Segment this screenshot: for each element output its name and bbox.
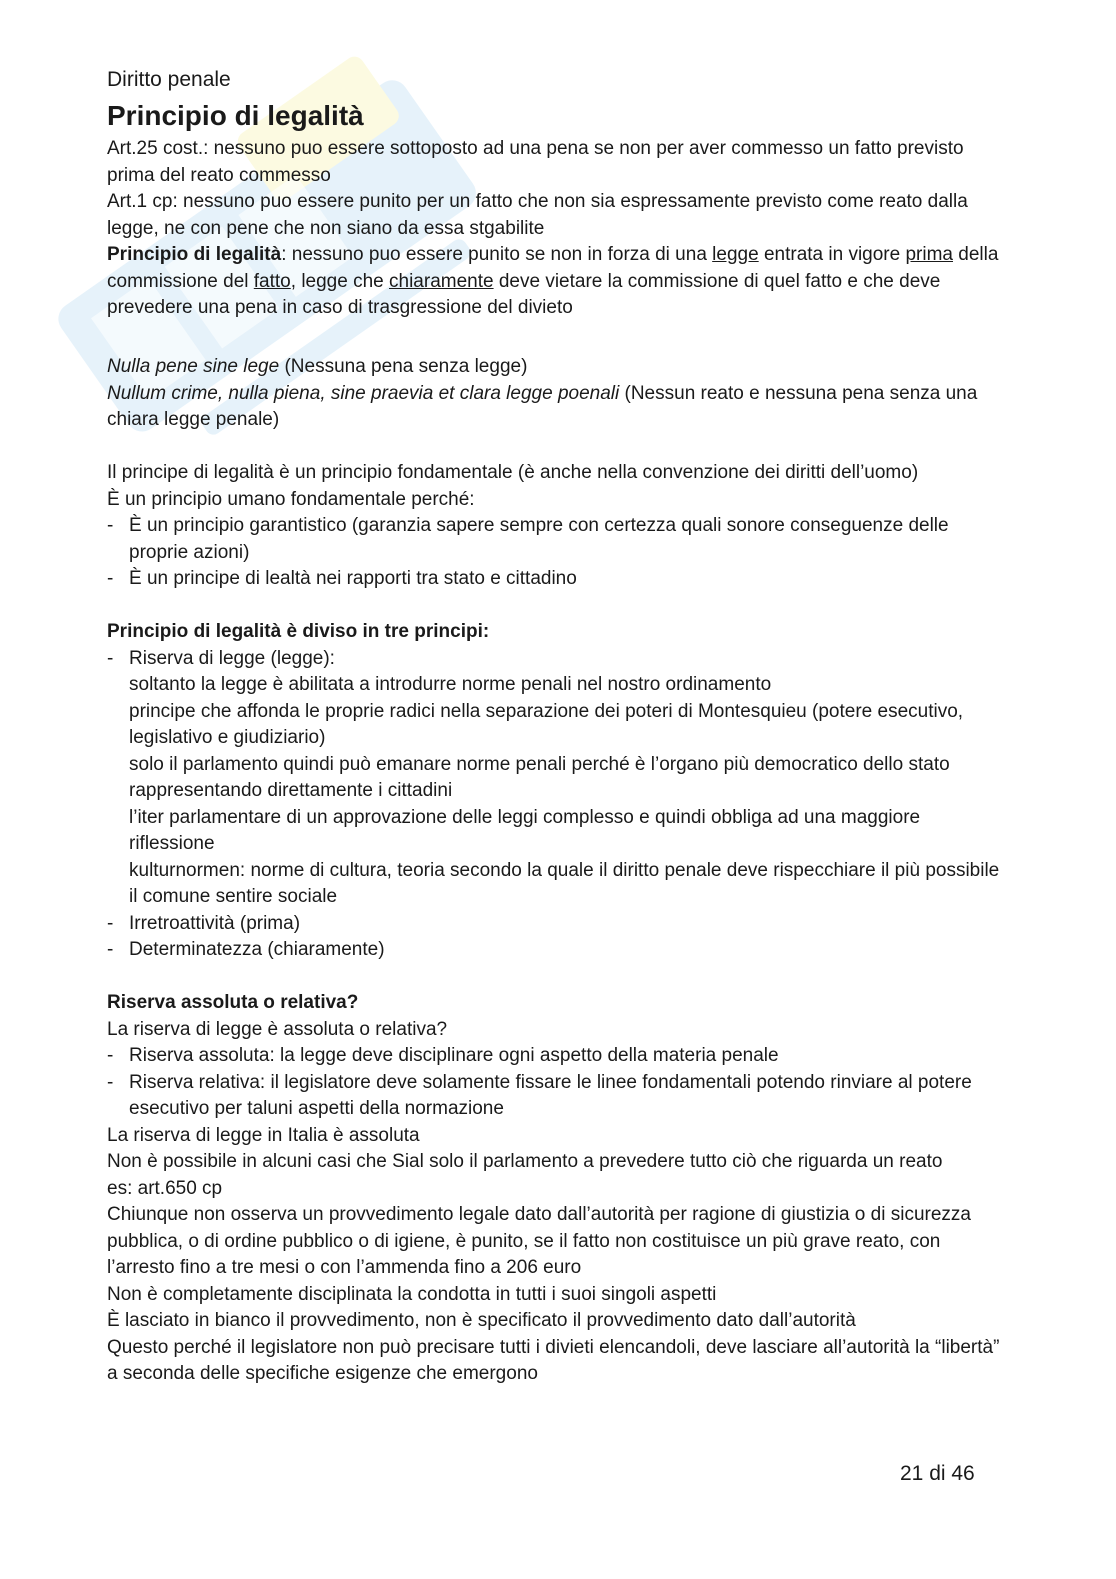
latin-maxim-2: Nullum crime, nulla piena, sine praevia et clara legge poenali (Nessun reato e nessuna pena senza una chiara legge penale): [107, 382, 978, 430]
art25-paragraph: Art.25 cost.: nessuno puo essere sottoposto ad una pena se non per aver commesso un fatto previsto prima del reato commesso: [107, 138, 964, 186]
list-item: - Riserva di legge (legge):: [107, 646, 1007, 673]
page-title: Principio di legalità: [107, 100, 364, 131]
list-item: - Riserva relativa: il legislatore deve solamente fissare le linee fondamentali potendo rinviare al potere esecutivo per taluni aspetti della normazione: [107, 1070, 1007, 1123]
list-subline: l’iter parlamentare di un approvazione delle leggi complesso e quindi obbliga ad una maggiore riflessione: [129, 806, 921, 854]
section-question: La riserva di legge è assoluta o relativa?: [107, 1018, 448, 1040]
list-item: - Riserva assoluta: la legge deve disciplinare ogni aspetto della materia penale: [107, 1043, 1007, 1070]
paragraph: Chiunque non osserva un provvedimento legale dato dall’autorità per ragione di giustizia o di sicurezza pubblica, o di ordine pubblico o di igiene, è punito, se il fatto non costituisce un più grave reato, con l’arresto fino a tre mesi o con l’ammenda fino a 206 euro: [107, 1204, 971, 1278]
page-header: Diritto penale: [107, 68, 231, 91]
document-page: [107, 66, 1007, 1388]
section-heading: Riserva assoluta o relativa?: [107, 992, 359, 1013]
list-item: - È un principe di lealtà nei rapporti tra stato e cittadino: [107, 566, 1007, 593]
fundamental-paragraph-1: Il principe di legalità è un principio fondamentale (è anche nella convenzione dei diritti dell’uomo): [107, 462, 919, 483]
list-item: - È un principio garantistico (garanzia sapere sempre con certezza quali sonore conseguenze delle proprie azioni): [107, 513, 1007, 566]
underlined-fatto: fatto: [253, 270, 291, 292]
section-heading: Principio di legalità è diviso in tre principi:: [107, 621, 490, 642]
paragraph: Questo perché il legislatore non può precisare tutti i divieti elencandoli, deve lasciare all’autorità la “libertà” a seconda delle specifiche esigenze che emergono: [107, 1336, 1000, 1384]
page-number: 21 di 46: [900, 1462, 975, 1485]
paragraph: Non è possibile in alcuni casi che Sial solo il parlamento a prevedere tutto ciò che riguarda un reato: [107, 1151, 943, 1172]
list-subline: kulturnormen: norme di cultura, teoria secondo la quale il diritto penale deve rispecchiare il più possibile il comune sentire sociale: [129, 859, 1000, 907]
underlined-legge: legge: [712, 244, 759, 265]
list-subline: solo il parlamento quindi può emanare norme penali perché è l’organo più democratico dello stato rappresentando direttamente i cittadini: [129, 753, 950, 801]
paragraph: es: art.650 cp: [107, 1177, 223, 1199]
fundamental-paragraph-2: È un principio umano fondamentale perché:: [107, 488, 475, 510]
paragraph: È lasciato in bianco il provvedimento, non è specificato il provvedimento dato dall’autorità: [107, 1310, 856, 1331]
paragraph: Non è completamente disciplinata la condotta in tutti i suoi singoli aspetti: [107, 1283, 717, 1305]
list-subline: principe che affonda le proprie radici nella separazione dei poteri di Montesquieu (potere esecutivo, legislativo e giudiziario): [129, 700, 964, 748]
latin-maxim-1: Nulla pene sine lege (Nessuna pena senza legge): [107, 356, 528, 377]
underlined-chiaramente: chiaramente: [389, 270, 494, 292]
underlined-prima: prima: [905, 244, 953, 265]
list-item: - Irretroattività (prima): [107, 911, 1007, 938]
art1-paragraph: Art.1 cp: nessuno puo essere punito per un fatto che non sia espressamente previsto come reato dalla legge, ne con pene che non siano da essa stgabilite: [107, 191, 968, 239]
definition-term: Principio di legalità: [107, 244, 282, 265]
paragraph: La riserva di legge in Italia è assoluta: [107, 1124, 420, 1146]
list-item: - Determinatezza (chiaramente): [107, 937, 1007, 964]
list-subline: soltanto la legge è abilitata a introdurre norme penali nel nostro ordinamento: [129, 674, 772, 695]
definition-paragraph: Principio di legalità: nessuno puo essere punito se non in forza di una legge entrata in vigore prima della commissione del fatto, legge che chiaramente deve vietare la commissione di quel fatto e che deve prevedere una pena in caso di trasgressione del divieto: [107, 244, 999, 318]
